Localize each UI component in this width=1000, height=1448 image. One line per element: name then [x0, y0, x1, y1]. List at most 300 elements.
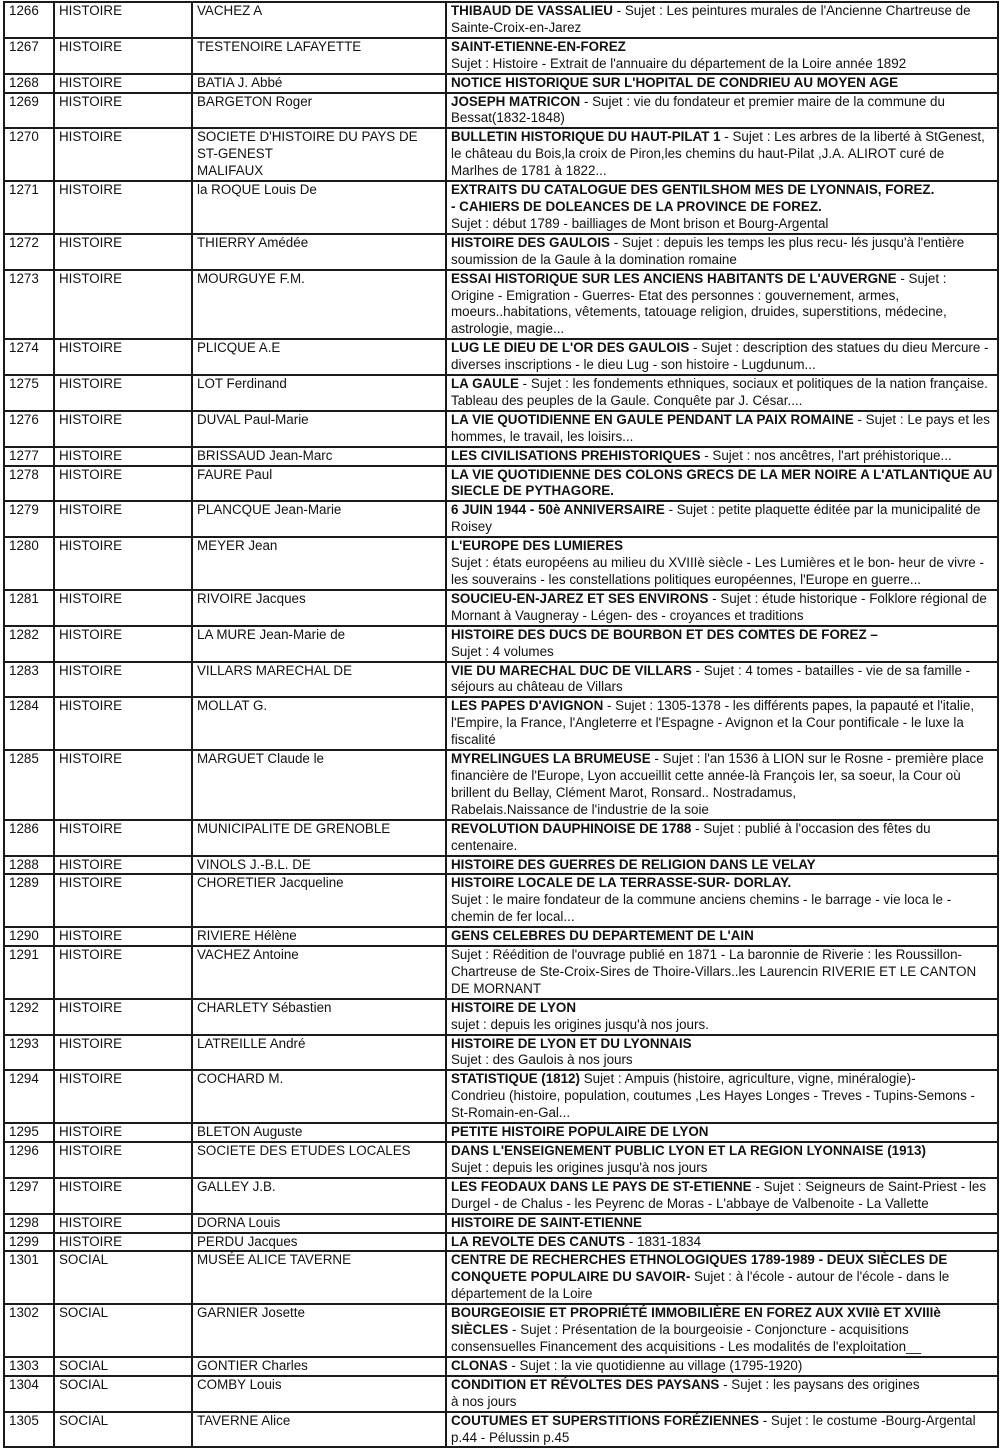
entry-number: 1277 [4, 447, 54, 466]
author-line: TESTENOIRE LAFAYETTE [197, 38, 362, 54]
entry-category: HISTOIRE [54, 874, 192, 927]
entry-subject: Sujet : début 1789 - bailliages de Mont brison et Bourg-Argental [451, 215, 829, 231]
entry-description [446, 590, 998, 626]
entry-number: 1305 [4, 1412, 54, 1448]
entry-subject: - Sujet : description des statues du dieu Mercure - diverses inscriptions - le dieu Lug - son histoire - Lugdunum... [451, 340, 989, 373]
entry-title: LA VIE QUOTIDIENNE DES COLONS GRECS DE LA MER NOIRE A L'ATLANTIQUE AU SIECLE DE PYTHAGORE. [451, 466, 993, 499]
entry-category: HISTOIRE [54, 339, 192, 375]
entry-subject: Sujet : le maire fondateur de la commune anciens chemins - le barrage - vie loca le - chemin de fer local... [451, 892, 952, 925]
author-line: GARNIER Josette [197, 1305, 305, 1321]
author-line: PERDU Jacques [197, 1233, 298, 1249]
entry-title: LA VIE QUOTIDIENNE EN GAULE PENDANT LA PAIX ROMAINE [451, 411, 854, 427]
author-line: VINOLS J.-B.L. DE [197, 856, 311, 872]
entry-category: HISTOIRE [54, 1070, 192, 1123]
entry-title: LES CIVILISATIONS PREHISTORIQUES [451, 447, 701, 463]
entry-number: 1281 [4, 590, 54, 626]
entry-author [192, 411, 446, 447]
entry-description [446, 38, 998, 74]
table-row-1272 [4, 234, 998, 270]
author-line: MARGUET Claude le [197, 751, 325, 767]
entry-category: HISTOIRE [54, 946, 192, 999]
entry-author [192, 662, 446, 698]
author-line: VILLARS MARECHAL DE [197, 662, 353, 678]
entry-description [446, 270, 998, 340]
entry-subject: Sujet : Ampuis (histoire, agriculture, vigne, minéralogie)- Condrieu (histoire, population, coutumes ,Les Hayes Longes - Treves - Tupins-Semons - St-Romain-en-Gal... [451, 1071, 975, 1121]
entry-author [192, 626, 446, 662]
entry-subject: Sujet : Histoire - Extrait de l'annuaire du département de la Loire année 1892 [451, 55, 907, 71]
author-line: RIVIERE Hélène [197, 928, 297, 944]
entry-number: 1284 [4, 697, 54, 750]
entry-number: 1304 [4, 1376, 54, 1412]
entry-category: HISTOIRE [54, 447, 192, 466]
entry-author [192, 537, 446, 590]
entry-subject: Sujet : des Gaulois à nos jours [451, 1052, 633, 1068]
entry-category: HISTOIRE [54, 662, 192, 698]
table-row-1274 [4, 339, 998, 375]
entry-title: REVOLUTION DAUPHINOISE DE 1788 [451, 820, 692, 836]
table-row-1296 [4, 1142, 998, 1178]
table-row-1289 [4, 874, 998, 927]
entry-description [446, 74, 998, 93]
entry-description [446, 662, 998, 698]
entry-title: EXTRAITS DU CATALOGUE DES GENTILSHOM MES DE LYONNAIS, FOREZ. - CAHIERS DE DOLEANCES DE LA PROVINCE DE FOREZ. [451, 182, 935, 214]
table-row-1299 [4, 1233, 998, 1252]
entry-subject: - 1831-1834 [625, 1233, 702, 1249]
table-row-1273 [4, 270, 998, 340]
table-row-1268 [4, 74, 998, 93]
entry-title: MYRELINGUES LA BRUMEUSE [451, 751, 651, 767]
table-row-1269 [4, 93, 998, 129]
table-row-1276 [4, 411, 998, 447]
entry-title: BULLETIN HISTORIQUE DU HAUT-PILAT 1 [451, 129, 721, 145]
entry-author [192, 1142, 446, 1178]
entry-title: LES FEODAUX DANS LE PAYS DE ST-ETIENNE [451, 1178, 752, 1194]
entry-category: HISTOIRE [54, 750, 192, 820]
entry-category: HISTOIRE [54, 697, 192, 750]
entry-title: JOSEPH MATRICON [451, 93, 581, 109]
author-line: GALLEY J.B. [197, 1178, 276, 1194]
entry-category: HISTOIRE [54, 1123, 192, 1142]
entry-number: 1286 [4, 820, 54, 856]
entry-author [192, 697, 446, 750]
author-line: VACHEZ A [197, 3, 263, 18]
entry-description [446, 999, 998, 1035]
author-line: MALIFAUX [197, 163, 264, 179]
author-line: LATREILLE André [197, 1035, 306, 1051]
entry-description [446, 927, 998, 946]
catalog-body [4, 2, 998, 1447]
entry-category: SOCIAL [54, 1251, 192, 1304]
entry-category: HISTOIRE [54, 234, 192, 270]
entry-number: 1276 [4, 411, 54, 447]
entry-description [446, 1304, 998, 1357]
entry-title: LES PAPES D'AVIGNON [451, 698, 604, 714]
entry-title: LA REVOLTE DES CANUTS [451, 1233, 626, 1249]
entry-description [446, 874, 998, 927]
entry-category: HISTOIRE [54, 1035, 192, 1071]
entry-subject: - Sujet : Les arbres de la liberté à StGenest, le château du Bois,la croix de Piron,les chemins du haut-Pilat ,J.A. ALIROT curé de Marlhes de 1781 à 1822... [451, 129, 985, 179]
entry-title: HISTOIRE LOCALE DE LA TERRASSE-SUR- DORLAY. [451, 875, 792, 891]
entry-category: HISTOIRE [54, 411, 192, 447]
entry-subject: - Sujet : Les peintures murales de l'Ancienne Chartreuse de Sainte-Croix-en-Jarez [451, 3, 971, 35]
entry-category: HISTOIRE [54, 856, 192, 875]
entry-author [192, 1251, 446, 1304]
entry-subject: - Sujet : étude historique - Folklore régional de Mornant à Vaugneray - Légen- des - croyances et traditions [451, 590, 987, 623]
entry-title: LA GAULE [451, 376, 519, 392]
entry-number: 1280 [4, 537, 54, 590]
entry-author [192, 1376, 446, 1412]
entry-title: DANS L'ENSEIGNEMENT PUBLIC LYON ET LA REGION LYONNAISE (1913) [451, 1143, 926, 1158]
entry-description [446, 1233, 998, 1252]
entry-author [192, 93, 446, 129]
entry-title: HISTOIRE DES DUCS DE BOURBON ET DES COMTES DE FOREZ – [451, 626, 878, 642]
entry-title: PETITE HISTOIRE POPULAIRE DE LYON [451, 1124, 709, 1140]
entry-author [192, 466, 446, 502]
entry-subject: - Sujet : petite plaquette éditée par la municipalité de Roisey [451, 502, 981, 535]
entry-author [192, 1412, 446, 1448]
entry-author [192, 1035, 446, 1071]
entry-title: HISTOIRE DES GUERRES DE RELIGION DANS LE VELAY [451, 856, 816, 872]
entry-author [192, 74, 446, 93]
entry-description [446, 946, 998, 999]
entry-description [446, 466, 998, 502]
author-line: BRISSAUD Jean-Marc [197, 447, 333, 463]
entry-description [446, 1070, 998, 1123]
entry-title: SOUCIEU-EN-JAREZ ET SES ENVIRONS [451, 590, 709, 606]
table-row-1304 [4, 1376, 998, 1412]
author-line: VACHEZ Antoine [197, 947, 299, 963]
entry-category: HISTOIRE [54, 590, 192, 626]
entry-subject: - Sujet : 1305-1378 - les différents papes, la papauté et l'italie, l'Empire, la France, l'Angleterre et l'Espagne - Avignon et la Cour pontificale - le luxe la fiscalité [451, 698, 975, 748]
table-row-1283 [4, 662, 998, 698]
table-row-1285 [4, 750, 998, 820]
author-line: RIVOIRE Jacques [197, 590, 306, 606]
entry-subject: - Sujet : nos ancêtres, l'art préhistorique... [700, 447, 952, 463]
entry-number: 1278 [4, 466, 54, 502]
entry-number: 1293 [4, 1035, 54, 1071]
entry-category: HISTOIRE [54, 626, 192, 662]
entry-subject: Sujet : états européens au milieu du XVIIIè siècle - Les Lumières et le bon- heur de vivre - les souverains - les constellations politiques européennes, l'Europe en guerre... [451, 555, 984, 587]
entry-subject: - Sujet : Le pays et les hommes, le travail, les loisirs... [451, 411, 990, 444]
entry-description [446, 626, 998, 662]
entry-description [446, 375, 998, 411]
entry-description [446, 339, 998, 375]
table-row-1303 [4, 1357, 998, 1376]
entry-number: 1296 [4, 1142, 54, 1178]
entry-number: 1272 [4, 234, 54, 270]
table-row-1281 [4, 590, 998, 626]
table-row-1301 [4, 1251, 998, 1304]
entry-subject: - Sujet : Seigneurs de Saint-Priest - les Durgel - de Chalus - les Peyrenc de Moras - L'abbaye de Valbenoite - La Vallette [451, 1178, 987, 1211]
entry-number: 1267 [4, 38, 54, 74]
entry-category: HISTOIRE [54, 128, 192, 181]
entry-author [192, 1304, 446, 1357]
entry-description [446, 1357, 998, 1376]
entry-title: CONDITION ET RÉVOLTES DES PAYSANS [451, 1376, 720, 1392]
entry-subject: - Sujet : le costume -Bourg-Argental p.44 - Pélussin p.45 [451, 1412, 976, 1445]
entry-subject: sujet : depuis les origines jusqu'à nos jours. [451, 1016, 709, 1032]
table-row-1297 [4, 1178, 998, 1214]
author-line: COMBY Louis [197, 1376, 282, 1392]
entry-title: HISTOIRE DE LYON ET DU LYONNAIS [451, 1035, 692, 1051]
entry-title: HISTOIRE DE LYON [451, 999, 577, 1015]
entry-description [446, 501, 998, 537]
entry-description [446, 2, 998, 38]
entry-number: 1299 [4, 1233, 54, 1252]
entry-description [446, 128, 998, 181]
table-row-1298 [4, 1214, 998, 1233]
table-row-1293 [4, 1035, 998, 1071]
catalog-table [3, 1, 999, 1448]
author-line: ST-GENEST [197, 146, 273, 162]
entry-category: HISTOIRE [54, 1214, 192, 1233]
author-line: COCHARD M. [197, 1071, 284, 1087]
entry-author [192, 501, 446, 537]
entry-category: HISTOIRE [54, 270, 192, 340]
entry-description [446, 856, 998, 875]
entry-author [192, 128, 446, 181]
table-row-1291 [4, 946, 998, 999]
entry-category: HISTOIRE [54, 2, 192, 38]
author-line: MOLLAT G. [197, 698, 268, 714]
entry-number: 1285 [4, 750, 54, 820]
table-row-1302 [4, 1304, 998, 1357]
entry-number: 1269 [4, 93, 54, 129]
entry-category: SOCIAL [54, 1412, 192, 1448]
entry-category: SOCIAL [54, 1376, 192, 1412]
author-line: BARGETON Roger [197, 93, 313, 109]
author-line: GONTIER Charles [197, 1357, 308, 1373]
entry-subject: - Sujet : Origine - Emigration - Guerres- Etat des personnes : gouvernement, armes, moeurs..habitations, vêtements, tatouage religion, druides, superstitions, médecine, astrologie, magie... [451, 270, 947, 337]
entry-number: 1294 [4, 1070, 54, 1123]
entry-title: NOTICE HISTORIQUE SUR L'HOPITAL DE CONDRIEU AU MOYEN AGE [451, 74, 899, 90]
entry-category: HISTOIRE [54, 927, 192, 946]
entry-description [446, 411, 998, 447]
table-row-1275 [4, 375, 998, 411]
entry-number: 1288 [4, 856, 54, 875]
entry-description [446, 181, 998, 234]
entry-subject: - Sujet : vie du fondateur et premier maire de la commune du Bessat(1832-1848) [451, 93, 945, 126]
entry-description [446, 697, 998, 750]
entry-category: SOCIAL [54, 1357, 192, 1376]
table-row-1277 [4, 447, 998, 466]
author-line: BATIA J. Abbé [197, 74, 283, 90]
entry-description [446, 1035, 998, 1071]
entry-author [192, 2, 446, 38]
table-row-1286 [4, 820, 998, 856]
entry-description [446, 750, 998, 820]
author-line: MUNICIPALITE DE GRENOBLE [197, 820, 391, 836]
table-row-1294 [4, 1070, 998, 1123]
entry-title: 6 JUIN 1944 - 50è ANNIVERSAIRE [451, 502, 665, 518]
entry-subject: Sujet : à l'école - autour de l'école - dans le département de la Loire [451, 1269, 950, 1302]
entry-title: CENTRE DE RECHERCHES ETHNOLOGIQUES 1789-1989 - DEUX SIÈCLES DE CONQUETE POPULAIRE DU SAVOIR- [451, 1252, 948, 1285]
entry-number: 1266 [4, 2, 54, 38]
entry-number: 1271 [4, 181, 54, 234]
entry-number: 1282 [4, 626, 54, 662]
entry-number: 1290 [4, 927, 54, 946]
entry-description [446, 1376, 998, 1412]
entry-subject: - Sujet : publié à l'occasion des fêtes du centenaire. [451, 820, 931, 853]
entry-number: 1297 [4, 1178, 54, 1214]
entry-author [192, 856, 446, 875]
entry-category: HISTOIRE [54, 375, 192, 411]
entry-number: 1295 [4, 1123, 54, 1142]
entry-author [192, 375, 446, 411]
table-row-1282 [4, 626, 998, 662]
author-line: PLICQUE A.E [197, 340, 281, 356]
table-row-1288 [4, 856, 998, 875]
author-line: THIERRY Amédée [197, 234, 309, 250]
entry-category: HISTOIRE [54, 74, 192, 93]
author-line: TAVERNE Alice [197, 1412, 291, 1428]
entry-author [192, 927, 446, 946]
entry-description [446, 93, 998, 129]
table-row-1270 [4, 128, 998, 181]
table-row-1266 [4, 2, 998, 38]
entry-number: 1302 [4, 1304, 54, 1357]
entry-subject: - Sujet : 4 tomes - batailles - vie de sa famille - séjours au château de Villars [451, 662, 971, 695]
table-row-1284 [4, 697, 998, 750]
author-line: LOT Ferdinand [197, 376, 287, 392]
table-row-1305 [4, 1412, 998, 1448]
entry-subject: - Sujet : depuis les temps les plus recu- lés jusqu'à l'entière soumission de la Gaule à la domination romaine [451, 234, 965, 267]
table-row-1271 [4, 181, 998, 234]
author-line: la ROQUE Louis De [197, 182, 317, 198]
entry-number: 1283 [4, 662, 54, 698]
entry-title: GENS CELEBRES DU DEPARTEMENT DE L'AIN [451, 928, 754, 944]
entry-author [192, 270, 446, 340]
entry-description [446, 820, 998, 856]
entry-number: 1303 [4, 1357, 54, 1376]
entry-description [446, 1214, 998, 1233]
author-line: PLANCQUE Jean-Marie [197, 502, 342, 518]
entry-author [192, 1178, 446, 1214]
entry-subject: Sujet : 4 volumes [451, 643, 554, 659]
entry-author [192, 1357, 446, 1376]
entry-number: 1298 [4, 1214, 54, 1233]
author-line: BLETON Auguste [197, 1124, 303, 1140]
table-row-1295 [4, 1123, 998, 1142]
entry-number: 1270 [4, 128, 54, 181]
entry-author [192, 1233, 446, 1252]
entry-title: CLONAS [451, 1357, 508, 1373]
entry-subject: - Sujet : les fondements ethniques, sociaux et politiques de la nation française. Tableau des peuples de la Gaule. Conquête par J. César.... [451, 376, 988, 408]
entry-title: L'EUROPE DES LUMIERES [451, 538, 624, 554]
entry-subject: Sujet : depuis les origines jusqu'à nos jours [451, 1159, 708, 1175]
author-line: FAURE Paul [197, 466, 273, 482]
entry-title: COUTUMES ET SUPERSTITIONS FORÉZIENNES [451, 1412, 760, 1428]
author-line: MOURGUYE F.M. [197, 270, 305, 286]
entry-category: SOCIAL [54, 1304, 192, 1357]
author-line: LA MURE Jean-Marie de [197, 626, 346, 642]
entry-title: ESSAI HISTORIQUE SUR LES ANCIENS HABITANTS DE L'AUVERGNE [451, 270, 897, 286]
entry-description [446, 1178, 998, 1214]
entry-subject: - Sujet : l'an 1536 à LION sur le Rosne - première place financière de l'Europe, Lyon accueillit cette année-là François Ier, sa soeur, la Cour où brillent du Bellay, Clément Marot, Ronsard.. Nostradamus, Rabelais.Naissance de l'industrie de la soie [451, 751, 984, 817]
entry-number: 1274 [4, 339, 54, 375]
table-row-1290 [4, 927, 998, 946]
entry-author [192, 234, 446, 270]
entry-author [192, 1123, 446, 1142]
table-row-1280 [4, 537, 998, 590]
entry-author [192, 339, 446, 375]
entry-author [192, 999, 446, 1035]
entry-title: HISTOIRE DE SAINT-ETIENNE [451, 1214, 642, 1230]
entry-title: SAINT-ETIENNE-EN-FOREZ [451, 38, 626, 54]
entry-description [446, 1123, 998, 1142]
entry-number: 1292 [4, 999, 54, 1035]
entry-author [192, 874, 446, 927]
entry-author [192, 1214, 446, 1233]
entry-category: HISTOIRE [54, 38, 192, 74]
entry-category: HISTOIRE [54, 537, 192, 590]
entry-number: 1291 [4, 946, 54, 999]
entry-author [192, 1070, 446, 1123]
entry-author [192, 38, 446, 74]
author-line: DUVAL Paul-Marie [197, 411, 309, 427]
entry-subject: - Sujet : Présentation de la bourgeoisie - Conjoncture - acquisitions consensuelles Financement des acquisitions - Les modalités de l'exploitation__ [451, 1322, 922, 1354]
entry-category: HISTOIRE [54, 93, 192, 129]
entry-title: THIBAUD DE VASSALIEU [451, 3, 613, 18]
entry-number: 1275 [4, 375, 54, 411]
entry-author [192, 447, 446, 466]
entry-number: 1301 [4, 1251, 54, 1304]
entry-author [192, 946, 446, 999]
entry-number: 1273 [4, 270, 54, 340]
entry-title: BOURGEOISIE ET PROPRIÉTÉ IMMOBILIÈRE EN FOREZ AUX XVIIè ET XVIIIè SIÈCLES [451, 1305, 941, 1338]
table-row-1278 [4, 466, 998, 502]
author-line: MEYER Jean [197, 538, 278, 554]
entry-category: HISTOIRE [54, 820, 192, 856]
entry-description [446, 537, 998, 590]
entry-subject: Sujet : Réédition de l'ouvrage publié en 1871 - La baronnie de Riverie : les Roussillon-Chartreuse de Ste-Croix-Sires de Thoire-Villars..les Laurencin RIVERIE ET LE CANTON DE MORNANT [451, 947, 977, 996]
entry-category: HISTOIRE [54, 466, 192, 502]
entry-description [446, 447, 998, 466]
entry-category: HISTOIRE [54, 181, 192, 234]
author-line: DORNA Louis [197, 1214, 281, 1230]
entry-description [446, 234, 998, 270]
entry-description [446, 1251, 998, 1304]
entry-author [192, 590, 446, 626]
entry-title: LUG LE DIEU DE L'OR DES GAULOIS [451, 340, 690, 356]
table-row-1279 [4, 501, 998, 537]
entry-category: HISTOIRE [54, 999, 192, 1035]
entry-category: HISTOIRE [54, 1233, 192, 1252]
entry-number: 1289 [4, 874, 54, 927]
entry-author [192, 181, 446, 234]
table-row-1267 [4, 38, 998, 74]
entry-description [446, 1412, 998, 1448]
entry-subject: - Sujet : la vie quotidienne au village (1795-1920) [507, 1357, 803, 1373]
entry-author [192, 820, 446, 856]
entry-author [192, 750, 446, 820]
entry-title: HISTOIRE DES GAULOIS [451, 234, 610, 250]
author-line: CHORETIER Jacqueline [197, 875, 344, 891]
entry-category: HISTOIRE [54, 501, 192, 537]
entry-title: VIE DU MARECHAL DUC DE VILLARS [451, 662, 692, 678]
entry-category: HISTOIRE [54, 1178, 192, 1214]
entry-title: STATISTIQUE (1812) [451, 1071, 580, 1087]
entry-number: 1279 [4, 501, 54, 537]
author-line: CHARLETY Sébastien [197, 999, 332, 1015]
entry-subject: - Sujet : les paysans des origines à nos jours [451, 1376, 920, 1409]
author-line: SOCIETE D'HISTOIRE DU PAYS DE [197, 129, 418, 145]
entry-description [446, 1142, 998, 1178]
entry-category: HISTOIRE [54, 1142, 192, 1178]
author-line: SOCIETE DES ETUDES LOCALES [197, 1143, 411, 1158]
author-line: MUSÉE ALICE TAVERNE [197, 1252, 352, 1268]
entry-number: 1268 [4, 74, 54, 93]
